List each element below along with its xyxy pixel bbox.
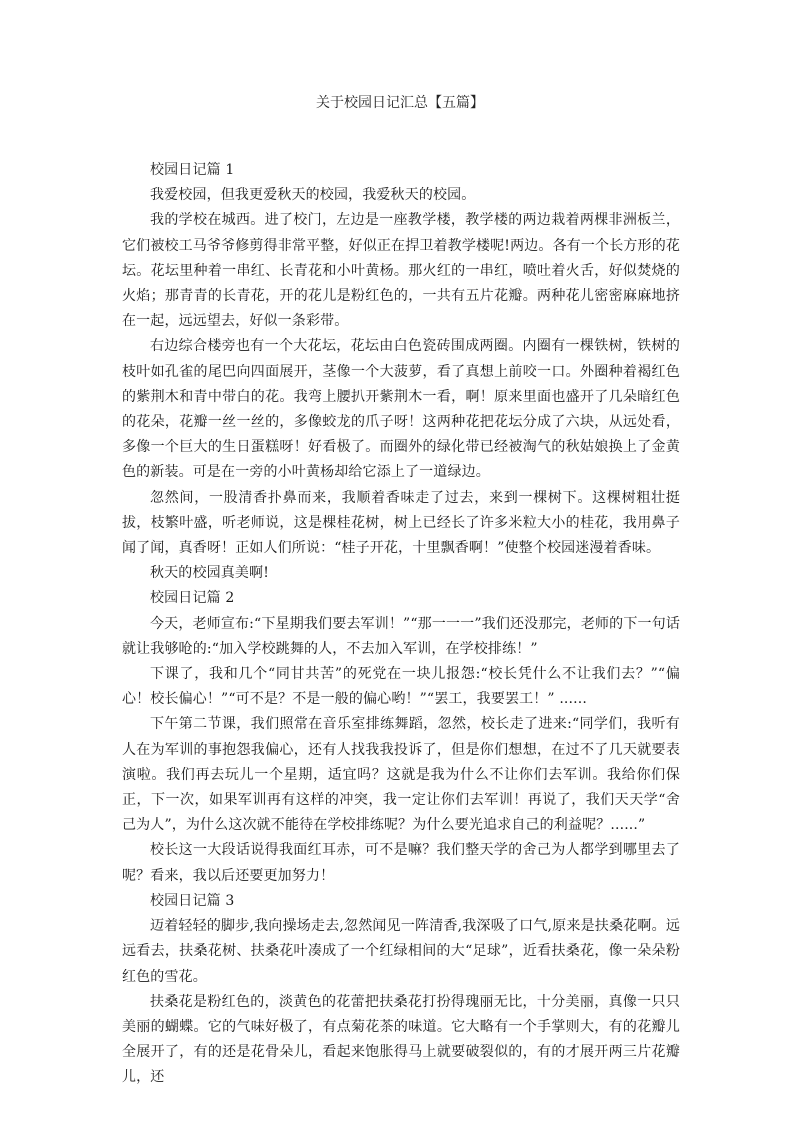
section-heading: 校园日记篇 3 bbox=[150, 892, 235, 909]
paragraph: 我的学校在城西。进了校门，左边是一座教学楼，教学楼的两边栽着两棵非洲板兰，它们被校工马爷爷修剪得非常平整，好似正在捍卫着教学楼呢!两边。各有一个长方形的花坛。花坛里种着一串红、长青花和小叶黄杨。那火红的一串红，喷吐着火舌，好似焚烧的火焰；那青青的长青花，开的花儿是粉红色的，一共有五片花瓣。两种花儿密密麻麻地挤在一起，远远望去，好似一条彩带。 bbox=[122, 212, 680, 330]
paragraph: 校长这一大段话说得我面红耳赤，可不是嘛？我们整天学的舍己为人都学到哪里去了呢？看来，我以后还要更加努力！ bbox=[122, 842, 680, 884]
paragraph: 右边综合楼旁也有一个大花坛，花坛由白色瓷砖围成两圈。内圈有一棵铁树，铁树的枝叶如孔雀的尾巴向四面展开，茎像一个大菠萝，看了真想上前咬一口。外圈种着褐红色的紫荆木和青中带白的花。我弯上腰扒开紫荆木一看，啊！原来里面也盛开了几朵暗红色的花朵，花瓣一丝一丝的，多像蛟龙的爪子呀！这两种花把花坛分成了六块，从远处看，多像一个巨大的生日蛋糕呀！好看极了。而圈外的绿化带已经被淘气的秋姑娘换上了金黄色的新装。可是在一旁的小叶黄杨却给它添上了一道绿边。 bbox=[122, 338, 680, 481]
paragraph: 秋天的校园真美啊! bbox=[150, 565, 269, 582]
paragraph: 迈着轻轻的脚步,我向操场走去,忽然闻见一阵清香,我深吸了口气,原来是扶桑花啊。远远看去，扶桑花树、扶桑花叶凑成了一个红绿相间的大“足球”，近看扶桑花，像一朵朵粉红色的雪花。 bbox=[122, 918, 680, 985]
document-title: 关于校园日记汇总【五篇】 bbox=[316, 95, 484, 111]
paragraph: 下午第二节课，我们照常在音乐室排练舞蹈，忽然，校长走了进来:“同学们，我听有人在为军训的事抱怨我偏心，还有人找我我投诉了，但是你们想想，在过不了几天就要表演啦。我们再去玩儿一个星期，适宜吗？这就是我为什么不让你们去军训。我给你们保正，下一次，如果军训再有这样的冲突，我一定让你们去军训！再说了，我们天天学“舍己为人”，为什么这次就不能待在学校排练呢？为什么要光追求自己的利益呢？......” bbox=[122, 716, 680, 834]
section-heading: 校园日记篇 2 bbox=[150, 590, 235, 607]
paragraph: 忽然间，一股清香扑鼻而来，我顺着香味走了过去，来到一棵树下。这棵树粗壮挺拔，枝繁叶盛，听老师说，这是棵桂花树，树上已经长了许多米粒大小的桂花，我用鼻子闻了闻，真香呀！正如人们所说：“桂子开花，十里飘香啊！”使整个校园迷漫着香味。 bbox=[122, 489, 680, 557]
paragraph: 今天，老师宣布:“下星期我们要去军训！”“那一一一”我们还没那完，老师的下一句话就让我够呛的:“加入学校跳舞的人，不去加入军训，在学校排练！” bbox=[122, 615, 680, 657]
section-heading: 校园日记篇 1 bbox=[150, 162, 235, 178]
document-body bbox=[122, 158, 680, 1091]
paragraph: 下课了，我和几个“同甘共苦”的死党在一块儿报怨:“校长凭什么不让我们去？”“偏心！校长偏心！”“可不是？不是一般的偏心哟！”“罢工，我要罢工！” ...... bbox=[122, 666, 680, 708]
paragraph: 我爱校园，但我更爱秋天的校园，我爱秋天的校园。 bbox=[150, 187, 476, 204]
paragraph: 扶桑花是粉红色的，淡黄色的花蕾把扶桑花打扮得瑰丽无比，十分美丽，真像一只只美丽的蝴蝶。它的气味好极了，有点菊花茶的味道。它大略有一个手掌则大，有的花瓣儿全展开了，有的还是花骨朵儿，看起来饱胀得马上就要破裂似的，有的才展开两三片花瓣儿，还 bbox=[122, 993, 680, 1086]
